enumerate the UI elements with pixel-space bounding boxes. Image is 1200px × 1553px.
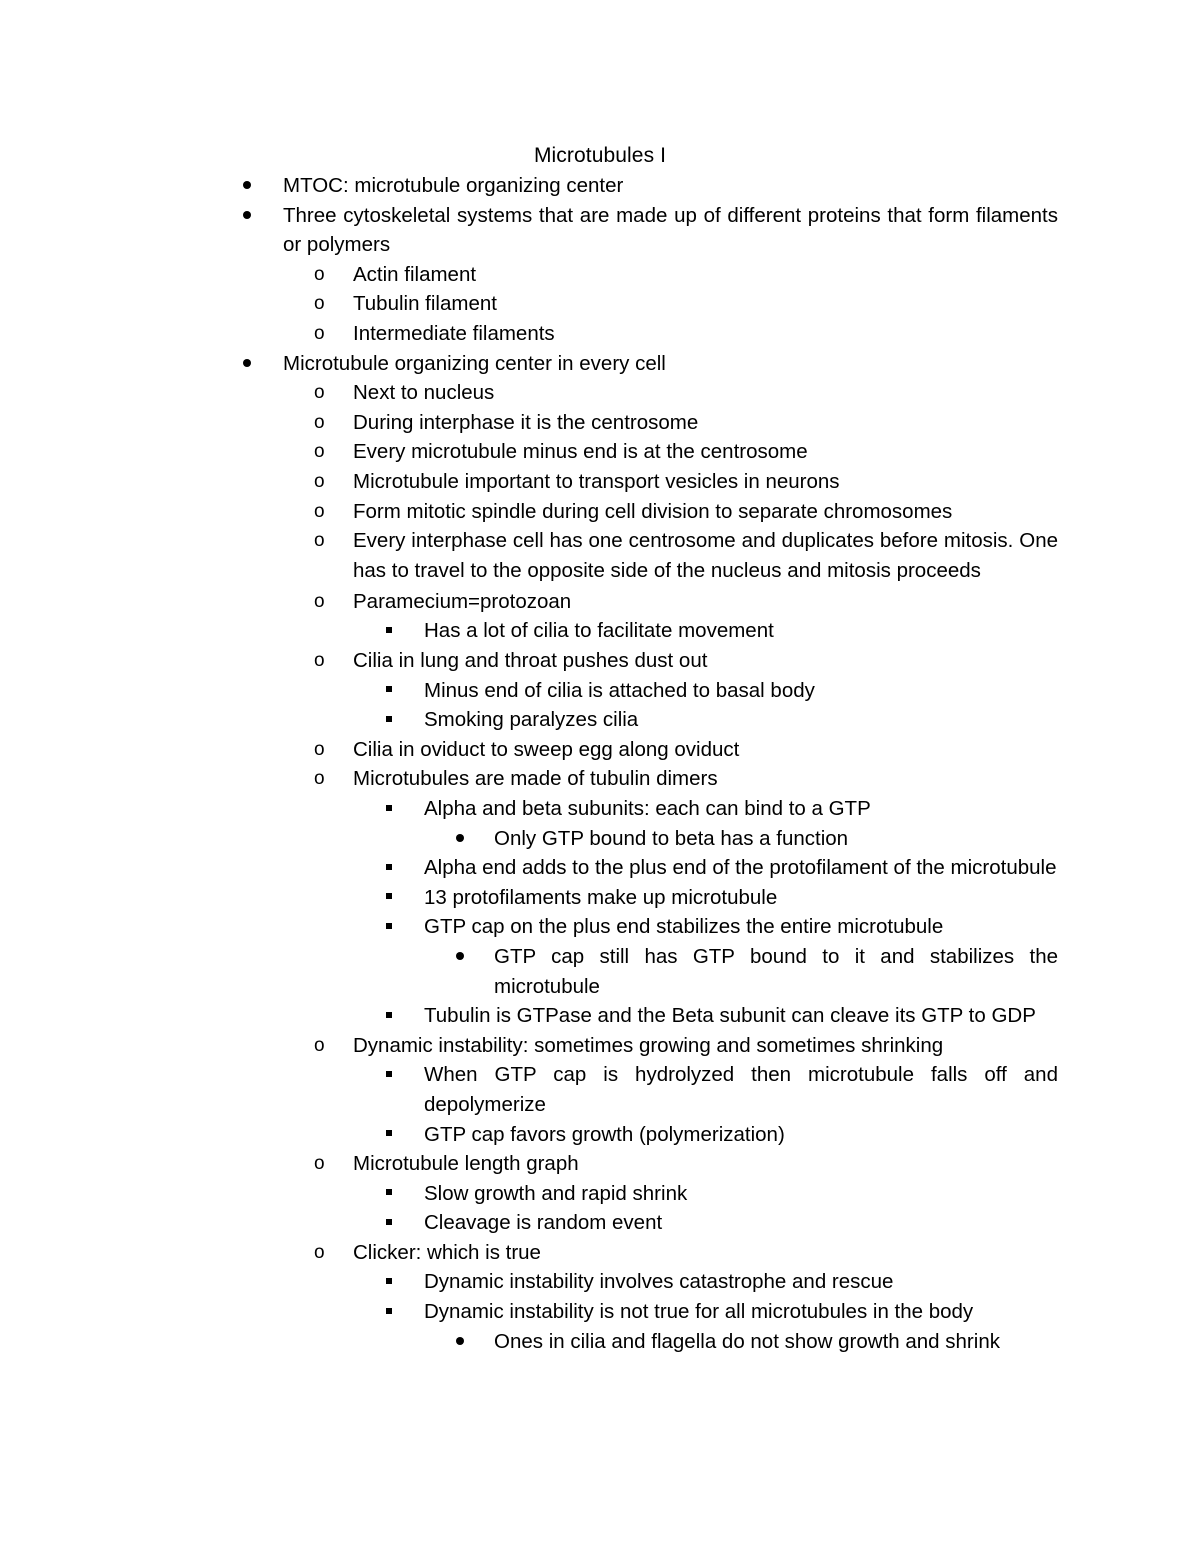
outline-item-text: When GTP cap is hydrolyzed then microtubule falls off and depolymerize: [424, 1063, 1058, 1116]
outline-item-text: Ones in cilia and flagella do not show growth and shrink: [494, 1329, 1000, 1353]
circle-bullet-icon: o: [314, 411, 325, 433]
square-bullet-icon: [386, 794, 406, 824]
outline-item-text: Dynamic instability is not true for all microtubules in the body: [424, 1300, 974, 1324]
outline-item-text: Tubulin filament: [353, 292, 497, 316]
outline-item-text: Alpha and beta subunits: each can bind to a GTP: [424, 796, 871, 820]
square-bullet-icon: [386, 912, 406, 942]
outline-item: [424, 1179, 1058, 1209]
disc-bullet-icon: [243, 171, 263, 201]
bullet-outline: [0, 171, 1200, 1356]
outline-item: [283, 201, 1058, 260]
disc-bullet-icon: [243, 201, 263, 231]
outline-item: [424, 1297, 1058, 1327]
square-bullet-icon: [386, 1179, 406, 1209]
square-bullet-icon: [386, 1001, 406, 1031]
outline-item: [424, 616, 1058, 646]
circle-bullet-icon: o: [314, 293, 325, 315]
outline-item-text: Form mitotic spindle during cell division to separate chromosomes: [353, 499, 953, 523]
disc-bullet-icon: [243, 349, 263, 379]
outline-item-text: Every microtubule minus end is at the centrosome: [353, 440, 808, 464]
square-bullet-icon: [386, 1060, 406, 1090]
outline-item-text: Tubulin is GTPase and the Beta subunit can cleave its GTP to GDP: [424, 1004, 1036, 1028]
outline-item: [424, 1208, 1058, 1238]
outline-item: [314, 764, 1058, 794]
outline-item: [424, 1060, 1058, 1119]
outline-item: [314, 319, 1058, 349]
circle-bullet-icon: o: [314, 1034, 325, 1056]
outline-item: [314, 735, 1058, 765]
outline-item: [314, 437, 1058, 467]
outline-item: [424, 883, 1058, 913]
outline-item: [314, 497, 1058, 527]
outline-item-text: Cilia in lung and throat pushes dust out: [353, 649, 708, 672]
outline-item-text: Actin filament: [353, 262, 477, 286]
outline-item-text: Dynamic instability: sometimes growing and sometimes shrinking: [353, 1033, 944, 1057]
circle-bullet-icon: o: [314, 590, 325, 612]
outline-item: [314, 378, 1058, 408]
circle-bullet-icon: o: [314, 470, 325, 492]
square-bullet-icon: [386, 705, 406, 735]
outline-item-text: MTOC: microtubule organizing center: [283, 174, 624, 197]
outline-item: [314, 467, 1058, 497]
outline-item: [424, 853, 1058, 883]
outline-item-text: Alpha end adds to the plus end of the protofilament of the microtubule: [424, 856, 1057, 880]
outline-item: [314, 260, 1058, 290]
outline-item-text: GTP cap on the plus end stabilizes the entire microtubule: [424, 915, 944, 939]
outline-item: [494, 1327, 1058, 1357]
outline-item: [424, 794, 1058, 824]
outline-item: [314, 1238, 1058, 1268]
outline-item: [283, 349, 1058, 379]
outline-item-text: Three cytoskeletal systems that are made up of different proteins that form filaments or polymers: [283, 203, 1058, 257]
outline-item-text: Cleavage is random event: [424, 1211, 663, 1235]
outline-item: [314, 646, 1058, 676]
outline-item-text: Only GTP bound to beta has a function: [494, 826, 849, 850]
circle-bullet-icon: o: [314, 441, 325, 463]
outline-item-text: Smoking paralyzes cilia: [424, 708, 639, 732]
circle-bullet-icon: o: [314, 500, 325, 522]
circle-bullet-icon: o: [314, 768, 325, 790]
outline-item-text: GTP cap still has GTP bound to it and stabilizes the microtubule: [494, 944, 1058, 998]
outline-item: [314, 587, 1058, 617]
document-title: Microtubules I: [533, 144, 667, 167]
outline-item-text: Microtubule organizing center in every cell: [283, 351, 666, 375]
outline-item-text: Clicker: which is true: [353, 1240, 541, 1264]
circle-bullet-icon: o: [314, 322, 325, 344]
square-bullet-icon: [386, 1297, 406, 1327]
circle-bullet-icon: o: [314, 530, 325, 552]
outline-item: [494, 824, 1058, 854]
outline-item-text: Has a lot of cilia to facilitate movement: [424, 619, 774, 643]
outline-item: [314, 526, 1058, 585]
outline-item-text: Every interphase cell has one centrosome and duplicates before mitosis. One has to travel to the opposite side of the nucleus and mitosis proceeds: [353, 529, 1058, 582]
outline-item: [424, 1120, 1058, 1150]
outline-item: [424, 676, 1058, 706]
outline-item-text: Slow growth and rapid shrink: [424, 1181, 688, 1205]
outline-item: [424, 705, 1058, 735]
outline-item-text: Dynamic instability involves catastrophe and rescue: [424, 1270, 894, 1294]
circle-bullet-icon: o: [314, 382, 325, 404]
circle-bullet-icon: o: [314, 738, 325, 760]
square-bullet-icon: [386, 853, 406, 883]
square-bullet-icon: [386, 1208, 406, 1238]
disc-bullet-icon: [456, 1327, 476, 1357]
circle-bullet-icon: o: [314, 1153, 325, 1175]
outline-item: [424, 1267, 1058, 1297]
outline-item-text: Microtubule important to transport vesicles in neurons: [353, 469, 840, 493]
outline-item-text: Microtubule length graph: [353, 1152, 579, 1176]
outline-item: [314, 1149, 1058, 1179]
square-bullet-icon: [386, 1267, 406, 1297]
square-bullet-icon: [386, 676, 406, 706]
outline-item-text: Paramecium=protozoan: [353, 589, 572, 613]
outline-item-text: Cilia in oviduct to sweep egg along oviduct: [353, 737, 740, 761]
outline-item-text: Next to nucleus: [353, 381, 495, 405]
square-bullet-icon: [386, 616, 406, 646]
outline-item-text: Minus end of cilia is attached to basal body: [424, 678, 815, 702]
outline-item-text: 13 protofilaments make up microtubule: [424, 885, 778, 909]
circle-bullet-icon: o: [314, 263, 325, 285]
outline-item: [494, 942, 1058, 1001]
outline-item-text: Intermediate filaments: [353, 321, 555, 345]
disc-bullet-icon: [456, 942, 476, 972]
outline-item: [314, 408, 1058, 438]
outline-item-text: During interphase it is the centrosome: [353, 410, 699, 434]
circle-bullet-icon: o: [314, 650, 325, 671]
outline-item: [314, 289, 1058, 319]
outline-item-text: Microtubules are made of tubulin dimers: [353, 767, 718, 791]
outline-item: [314, 1031, 1058, 1061]
outline-item: [424, 1001, 1058, 1031]
outline-item: [283, 171, 1058, 201]
outline-item-text: GTP cap favors growth (polymerization): [424, 1122, 785, 1146]
circle-bullet-icon: o: [314, 1241, 325, 1263]
square-bullet-icon: [386, 1120, 406, 1150]
outline-item: [424, 912, 1058, 942]
disc-bullet-icon: [456, 824, 476, 854]
square-bullet-icon: [386, 883, 406, 913]
